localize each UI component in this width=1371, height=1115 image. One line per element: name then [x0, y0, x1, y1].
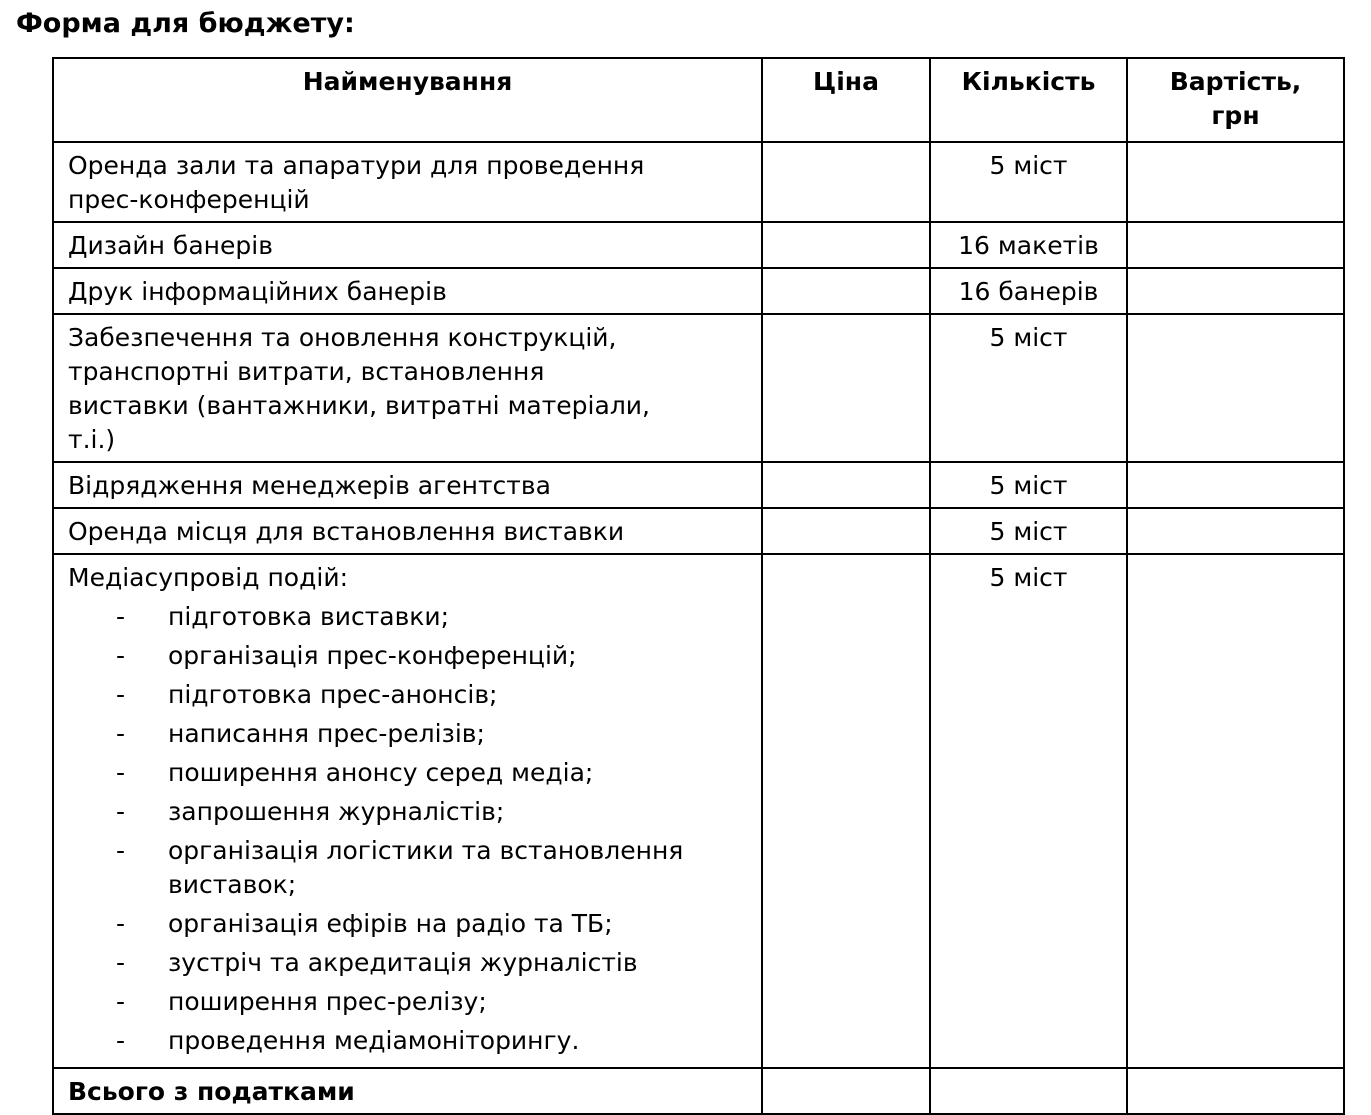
list-item-text: організація ефірів на радіо та ТБ; [168, 909, 613, 938]
list-item [68, 834, 761, 902]
table-row [53, 462, 1344, 508]
list-item [68, 795, 761, 829]
bullet-dash: - [116, 797, 126, 826]
header-name: Найменування [53, 58, 762, 142]
row-price-cell [762, 508, 930, 554]
list-item-text: організація прес-конференцій; [168, 641, 577, 670]
list-item-text: організація логістики та встановлення виставок; [168, 836, 684, 899]
row-cost-cell [1127, 554, 1344, 1068]
list-item [68, 756, 761, 790]
list-item-text: написання прес-релізів; [168, 719, 485, 748]
list-item [68, 600, 761, 634]
row-price-cell [762, 222, 930, 268]
media-support-row [53, 554, 1344, 1068]
total-price-cell [762, 1068, 930, 1114]
row-cost-cell [1127, 268, 1344, 314]
header-quantity: Кількість [930, 58, 1127, 142]
bullet-dash: - [116, 1026, 126, 1055]
row-name-cell: Друк інформаційних банерів [53, 268, 762, 314]
row-name-cell: Забезпечення та оновлення конструкцій, транспортні витрати, встановлення виставки (вантажники, витратні матеріали, т.і.) [53, 314, 762, 462]
header-cost: Вартість, грн [1127, 58, 1344, 142]
row-quantity-cell: 5 міст [930, 142, 1127, 222]
list-item [68, 946, 761, 980]
list-item [68, 1024, 761, 1058]
row-quantity-cell: 16 макетів [930, 222, 1127, 268]
bullet-dash: - [116, 987, 126, 1016]
document-title: Форма для бюджету: [16, 8, 355, 39]
total-cost-cell [1127, 1068, 1344, 1114]
row-name-cell: Оренда зали та апаратури для проведення прес-конференцій [53, 142, 762, 222]
bullet-dash: - [116, 602, 126, 631]
list-item-text: зустріч та акредитація журналістів [168, 948, 638, 977]
row-price-cell [762, 462, 930, 508]
row-cost-cell [1127, 142, 1344, 222]
row-cost-cell [1127, 314, 1344, 462]
bullet-dash: - [116, 719, 126, 748]
list-item-text: проведення медіамоніторингу. [168, 1026, 580, 1055]
total-row [53, 1068, 1344, 1114]
table-row [53, 314, 1344, 462]
table-row [53, 268, 1344, 314]
bullet-dash: - [116, 836, 126, 865]
total-quantity-cell [930, 1068, 1127, 1114]
media-support-cell [53, 554, 762, 1068]
row-cost-cell [1127, 462, 1344, 508]
row-quantity-cell: 5 міст [930, 462, 1127, 508]
bullet-dash: - [116, 948, 126, 977]
row-price-cell [762, 554, 930, 1068]
row-quantity-cell: 5 міст [930, 314, 1127, 462]
row-price-cell [762, 314, 930, 462]
budget-table [52, 57, 1345, 1115]
row-quantity-cell: 16 банерів [930, 268, 1127, 314]
table-row [53, 142, 1344, 222]
row-quantity-cell: 5 міст [930, 508, 1127, 554]
row-cost-cell [1127, 508, 1344, 554]
row-cost-cell [1127, 222, 1344, 268]
table-row [53, 222, 1344, 268]
total-label: Всього з податками [53, 1068, 762, 1114]
list-item [68, 639, 761, 673]
list-item [68, 907, 761, 941]
header-price: Ціна [762, 58, 930, 142]
bullet-dash: - [116, 909, 126, 938]
bullet-dash: - [116, 758, 126, 787]
bullet-dash: - [116, 680, 126, 709]
list-item-text: поширення прес-релізу; [168, 987, 487, 1016]
list-item-text: підготовка прес-анонсів; [168, 680, 498, 709]
table-row [53, 508, 1344, 554]
row-quantity-cell: 5 міст [930, 554, 1127, 1068]
list-item-text: запрошення журналістів; [168, 797, 505, 826]
row-name-cell: Відрядження менеджерів агентства [53, 462, 762, 508]
header-row [53, 58, 1344, 142]
media-support-list [68, 600, 761, 1058]
bullet-dash: - [116, 641, 126, 670]
list-item [68, 985, 761, 1019]
row-name-cell: Дизайн банерів [53, 222, 762, 268]
row-price-cell [762, 142, 930, 222]
list-item-text: поширення анонсу серед медіа; [168, 758, 594, 787]
list-item [68, 678, 761, 712]
row-price-cell [762, 268, 930, 314]
list-item [68, 717, 761, 751]
list-item-text: підготовка виставки; [168, 602, 450, 631]
media-support-title: Медіасупровід подій: [68, 563, 349, 592]
row-name-cell: Оренда місця для встановлення виставки [53, 508, 762, 554]
